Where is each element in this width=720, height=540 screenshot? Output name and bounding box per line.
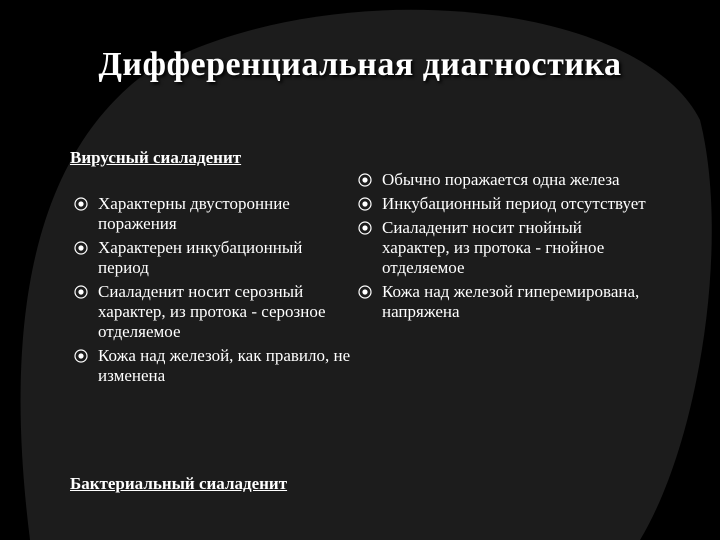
bullet-icon: [74, 349, 88, 363]
slide-title: Дифференциальная диагностика: [98, 46, 622, 83]
bullet-icon: [74, 285, 88, 299]
list-item-text: Характерен инкубационный период: [98, 238, 303, 277]
list-item: [358, 194, 648, 214]
list-item-text: Инкубационный период отсутствует: [382, 194, 646, 213]
list-item-text: Сиаладенит носит гнойный характер, из протока - гнойное отделяемое: [382, 218, 605, 277]
list-item: [74, 194, 356, 234]
list-item-text: Кожа над железой, как правило, не изменена: [98, 346, 351, 385]
bullet-icon: [358, 221, 372, 235]
bullet-icon: [358, 173, 372, 187]
list-item-text: Характерны двусторонние поражения: [98, 194, 290, 233]
list-item: [74, 346, 356, 386]
bacterial-list: [358, 170, 648, 326]
bullet-icon: [74, 241, 88, 255]
bullet-icon: [358, 197, 372, 211]
viral-list: [74, 194, 356, 390]
bullet-icon: [358, 285, 372, 299]
list-item: [358, 218, 648, 278]
list-item: [74, 282, 356, 342]
viral-heading: Вирусный сиаладенит: [70, 148, 242, 167]
list-item-text: Обычно поражается одна железа: [382, 170, 620, 189]
list-item: [74, 238, 356, 278]
bacterial-heading: Бактериальный сиаладенит: [70, 474, 288, 493]
list-item-text: Сиаладенит носит серозный характер, из протока - серозное отделяемое: [98, 282, 326, 341]
list-item-text: Кожа над железой гиперемирована, напряжена: [382, 282, 640, 321]
list-item: [358, 170, 648, 190]
bullet-icon: [74, 197, 88, 211]
list-item: [358, 282, 648, 322]
